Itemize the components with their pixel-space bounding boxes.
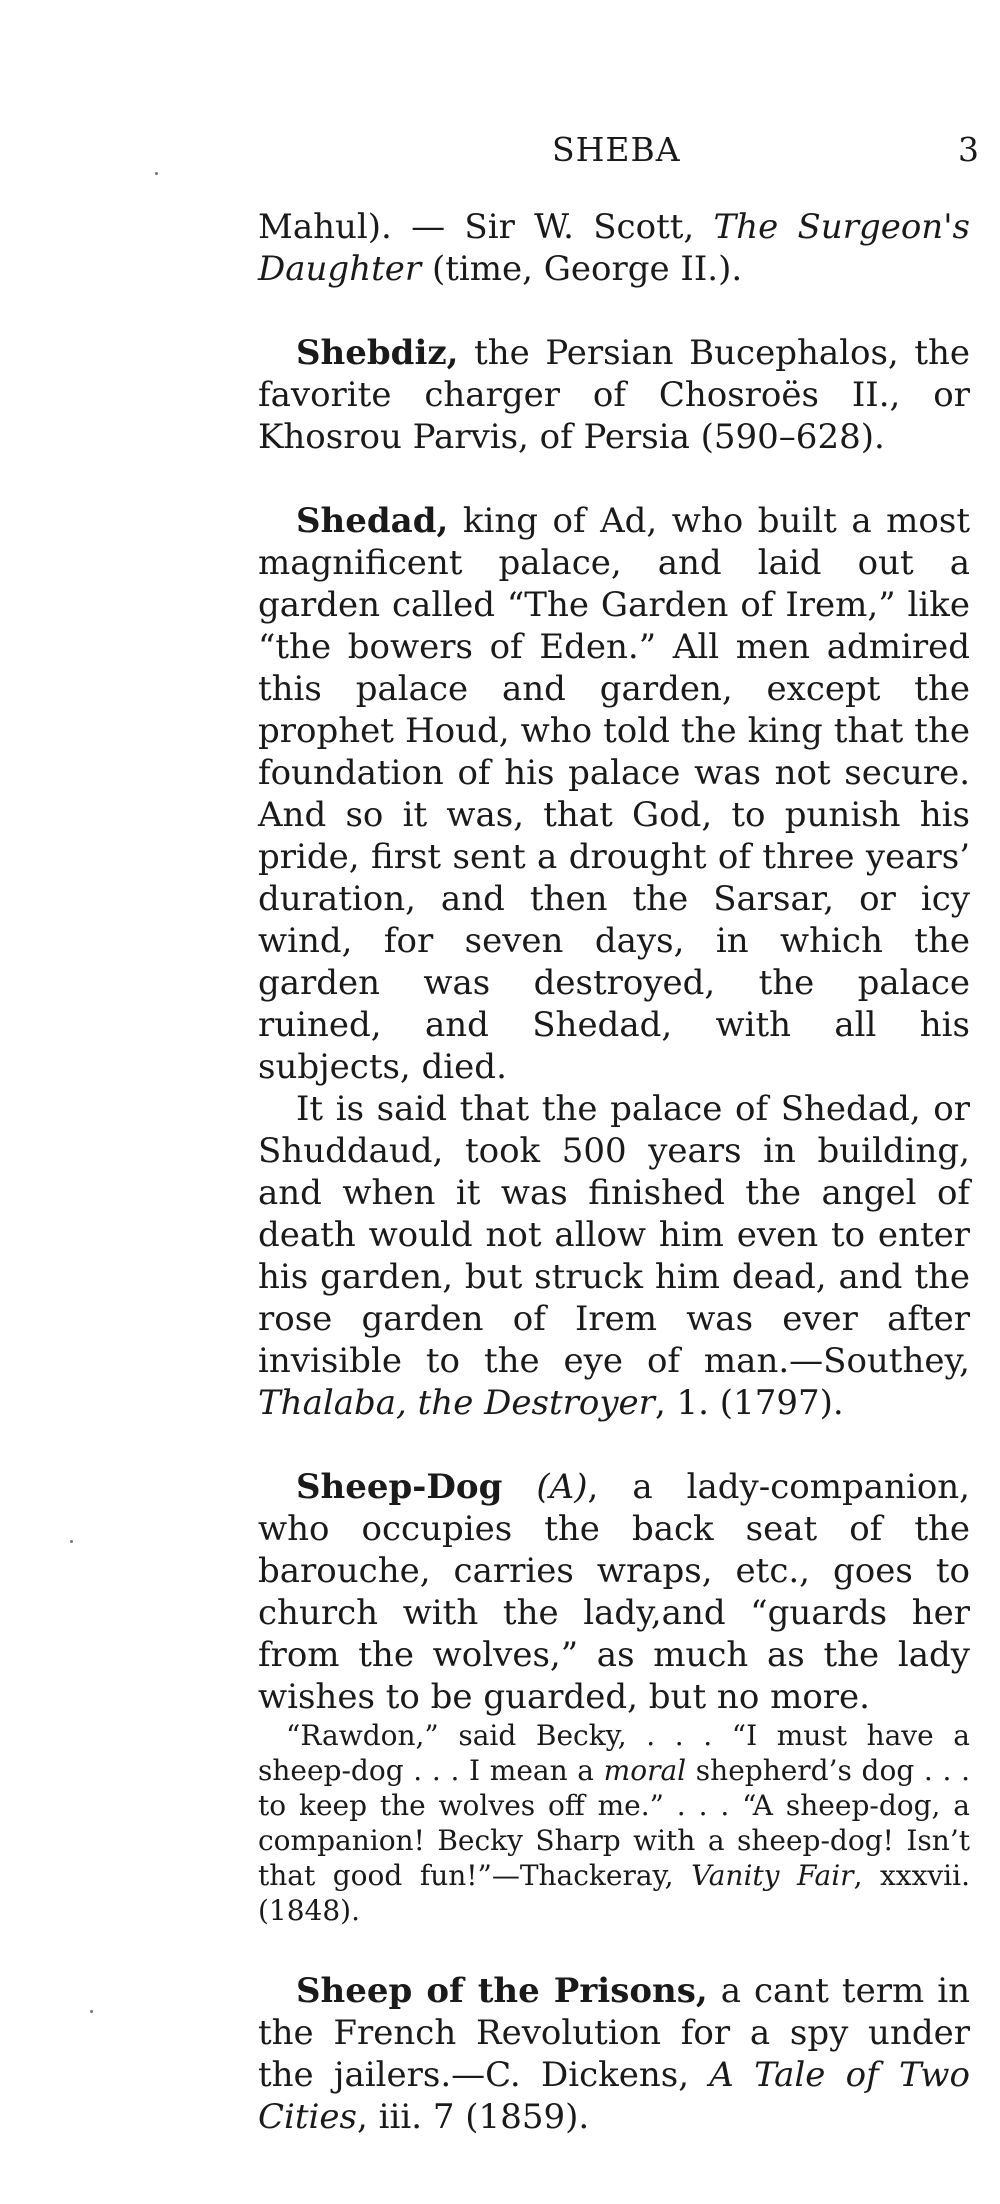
continuation-text: Mahul). — Sir W. Scott, [258,207,714,247]
work-title: Vanity Fair [691,1859,854,1892]
page-number: 3 [958,130,979,169]
entry-body: a cant term in the French Revolution for a spy under the jailers.—C. Dickens, [258,1971,970,2095]
entry-body: , 1. (1797). [654,1383,844,1423]
paper-speck [155,172,158,175]
entry-sheep-dog [258,1466,970,1928]
continuation-text: (time, George II.). [421,249,743,289]
entry-continuation [258,206,970,290]
headword: Shedad, [296,501,449,541]
entry-shebdiz [258,332,970,458]
headword: Shebdiz, [296,333,459,373]
entry-sheep-of-the-prisons [258,1970,970,2138]
entry-body: king of Ad, who built a most magnificent palace, and laid out a garden called “The Garden of Irem,” like “the bowers of Eden.” All men admired this palace and garden, except the prophet Houd, who told the king that the foundation of his palace was not secure. And so it was, that God, to punish his pride, first sent a drought of three years’ duration, and then the Sarsar, or icy wind, for seven days, in which the garden was destroyed, the palace ruined, and Shedad, with all his subjects, died. [258,501,970,1087]
work-title: Thalaba, the Destroyer [258,1383,655,1423]
work-title: The Surgeon's Daughter [258,207,971,289]
quote-text: shepherd’s dog . . . to keep the wolves off me.” . . . “A sheep-dog, a companion! Becky Sharp with a sheep-dog! Isn’t that good fun!”—Thackeray, [258,1754,970,1892]
quote-text: , xxxvii. (1848). [258,1859,970,1927]
headword: Sheep of the Prisons, [296,1971,708,2011]
entry-body: It is said that the palace of Shedad, or Shuddaud, took 500 years in building, and when it was finished the angel of death would not allow him even to enter his garden, but struck him dead, and the rose garden of Irem was ever after invisible to the eye of man.—Southey, [258,1089,970,1381]
entry-body: the Persian Bucephalos, the favorite charger of Chosroës II., or Khosrou Parvis, of Persia (590–628). [258,333,970,457]
entry-body: , iii. 7 (1859). [357,2097,590,2137]
text-column [258,206,970,2138]
entry-shedad [258,500,970,1424]
work-title: A Tale of Two Cities [258,2055,970,2137]
running-head: SHEBA [552,130,681,169]
paper-speck [90,2010,93,2013]
headword: Sheep-Dog [296,1467,503,1507]
paper-speck [70,1540,73,1543]
entry-marker: (A) [536,1467,588,1507]
quote-text: “Rawdon,” said Becky, . . . “I must have a sheep-dog . . . I mean a [258,1719,970,1787]
page-header [0,130,1000,180]
entry-body: , a lady-companion, who occupies the back seat of the barouche, carries wraps, etc., goes to church with the lady,and “guards her from the wolves,” as much as the lady wishes to be guarded, but no more. [258,1467,970,1717]
block-quote [258,1718,970,1928]
quote-emphasis: moral [603,1754,687,1787]
